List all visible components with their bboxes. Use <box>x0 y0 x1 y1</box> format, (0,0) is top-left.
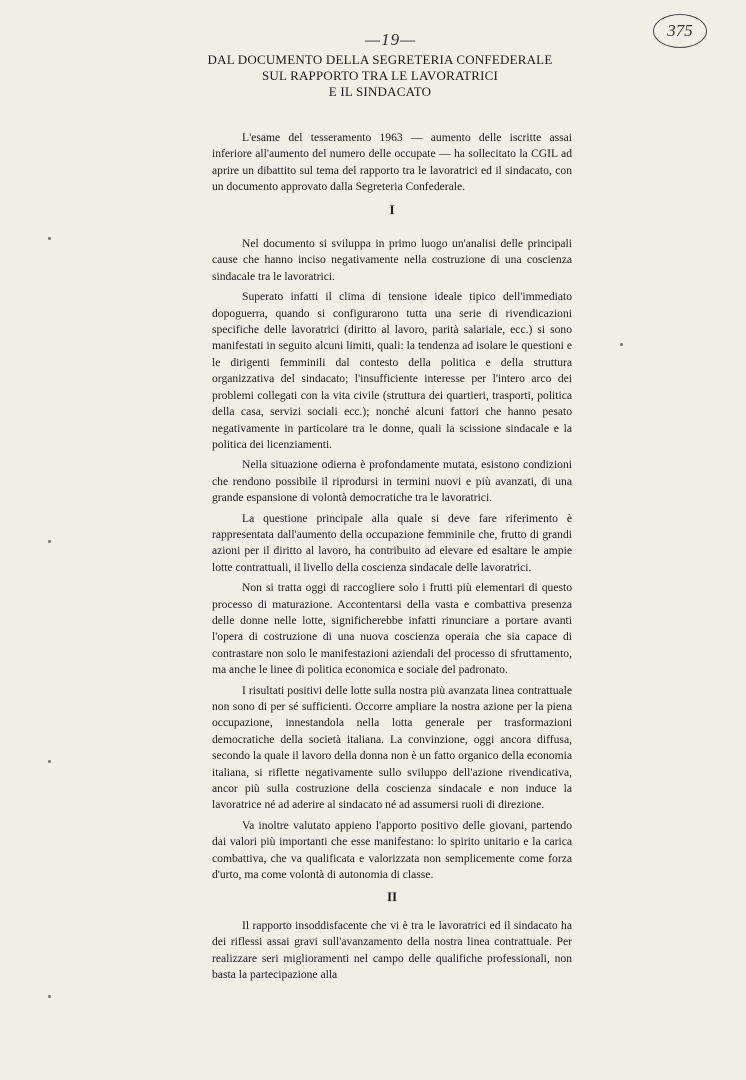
archive-stamp: 375 <box>653 14 707 48</box>
section-heading-2: II <box>386 889 398 905</box>
margin-speck <box>48 995 51 998</box>
section-2-paragraph: Il rapporto insoddisfacente che vi è tra le lavoratrici ed il sindacato ha dei riflessi assai gravi sull'avanzamento della nostra linea contrattuale. Per realizzare seri miglioramenti nel campo delle qualifiche professionali, non basta la partecipazione alla <box>212 918 572 982</box>
margin-speck <box>48 760 51 763</box>
intro-paragraph: L'esame del tesseramento 1963 — aumento delle iscritte assai inferiore all'aumento del numero delle occupate — ha sollecitato la CGIL ad aprire un dibattito sul tema del rapporto tra le lavoratrici ed il sindacato, con un documento approvato dalla Segreteria Confederale. <box>212 131 572 194</box>
title-line-2: SUL RAPPORTO TRA LE LAVORATRICI <box>261 68 499 83</box>
section-1-paragraph: La questione principale alla quale si deve fare riferimento è rappresentata dall'aumento della occupazione femminile che, frutto di grandi azioni per il diritto al lavoro, ha contribuito ad elevare ed esaltare le ampie lotte contrattuali, il livello della coscienza sindacale delle lavoratrici. <box>212 511 572 574</box>
margin-speck <box>620 343 623 346</box>
margin-speck <box>48 540 51 543</box>
section-1-paragraph: Superato infatti il clima di tensione ideale tipico dell'immediato dopoguerra, quando si configurarono tutta una serie di rivendicazioni specifiche delle lavoratrici (diritto al lavoro, parità salariale, ecc.) si sono manifestati in seguito alcuni limiti, quali: la tendenza ad isolare le questioni e le dirigenti femminili dal contesto della politica e della struttura organizzativa del sindacato; l'insufficiente interesse per l'intero arco dei problemi collegati con la vita civile (struttura dei quartieri, trasporti, politica della casa, servizi sociali ecc.); nonché alcuni fattori che hanno pesato negativamente in particolare tra le donne, quali la scissione sindacale e la politica dei licenziamenti. <box>212 290 572 451</box>
section-1-paragraph: I risultati positivi delle lotte sulla nostra più avanzata linea contrattuale non sono di per sé sufficienti. Occorre ampliare la nostra azione per la piena occupazione, innestandola nella lotta generale per trasformazioni democratiche della società italiana. La convinzione, oggi ancora diffusa, secondo la quale il lavoro della donna non è un fatto organico della economia italiana, si riflette negativamente sullo sviluppo dell'azione rivendicativa, ancor più sulla costruzione della coscienza sindacale e non induce la lavoratrice né ad aderire al sindacato né ad assumersi ruoli di direzione. <box>212 683 572 812</box>
document-title <box>160 52 600 100</box>
section-heading-1: I <box>389 201 395 217</box>
title-line-1: DAL DOCUMENTO DELLA SEGRETERIA CONFEDERALE <box>207 52 553 67</box>
margin-speck <box>48 237 51 240</box>
page-number: —19— <box>365 30 417 49</box>
document-body <box>212 130 572 988</box>
section-1-paragraph: Nella situazione odierna è profondamente mutata, esistono condizioni che rendono possibile il riprodursi in termini nuovi e più avanzati, di una grande espansione di volontà democratiche tra le lavoratrici. <box>212 458 572 505</box>
section-1-paragraph: Non si tratta oggi di raccogliere solo i frutti più elementari di questo processo di maturazione. Accontentarsi della vasta e combattiva presenza delle donne nelle lotte, significherebbe infatti rinunciare a portare avanti l'opera di costruzione di una nuova coscienza operaia che sia capace di contrastare non solo le manifestazioni aziendali del processo di sfruttamento, ma anche le linee di politica economica e sociale del padronato. <box>212 581 572 677</box>
section-1-paragraph: Va inoltre valutato appieno l'apporto positivo delle giovani, partendo dai valori più importanti che esse manifestano: lo spirito unitario e la carica combattiva, che va qualificata e valorizzata non semplicemente come forza d'urto, ma come volontà di autonomia di classe. <box>212 818 572 882</box>
section-1-paragraph: Nel documento si sviluppa in primo luogo un'analisi delle principali cause che hanno inciso negativamente nella costruzione di una coscienza sindacale tra le lavoratrici. <box>212 237 572 283</box>
title-line-3: E IL SINDACATO <box>328 84 432 99</box>
